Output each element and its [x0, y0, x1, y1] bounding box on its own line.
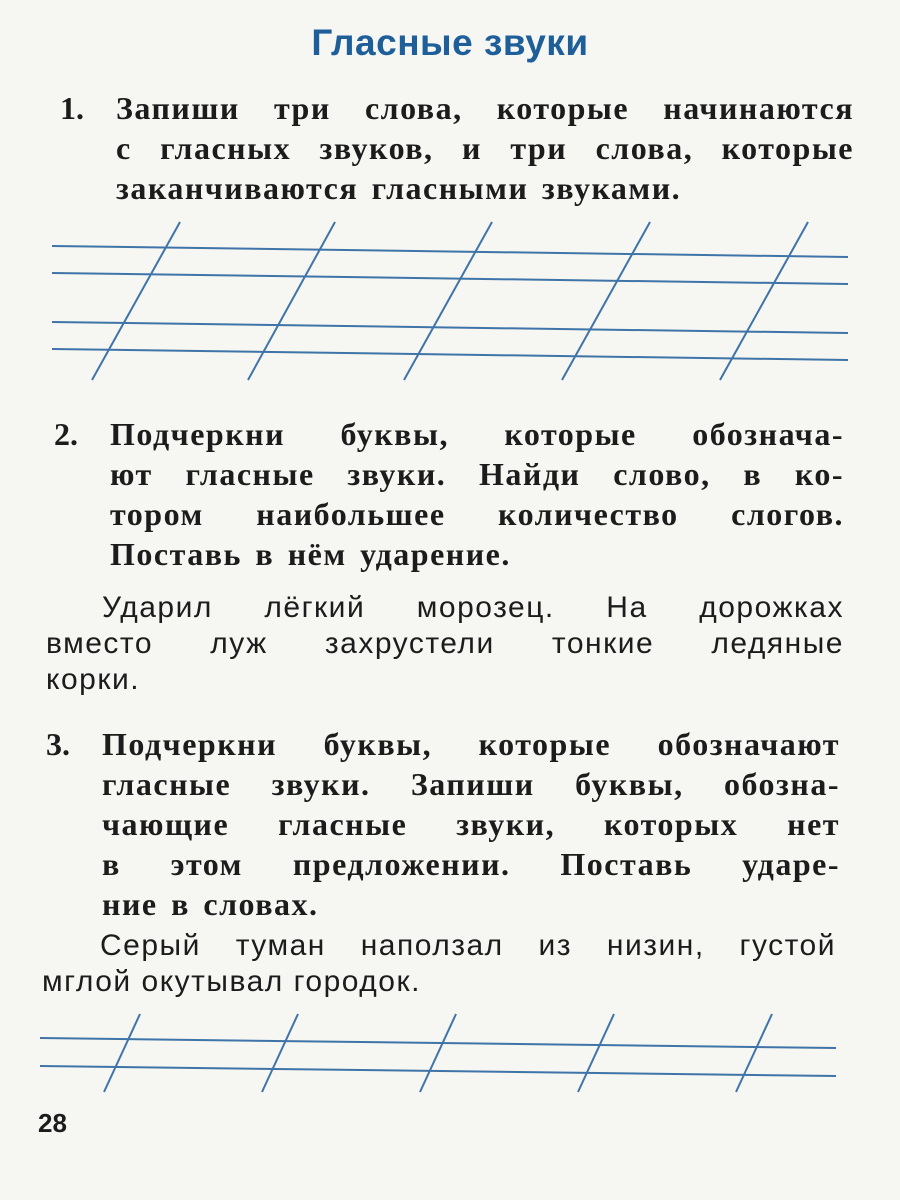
task-1	[60, 88, 854, 208]
slant-line	[248, 222, 335, 380]
slant-line	[420, 1014, 456, 1092]
passage-line: корки.	[46, 663, 141, 696]
writing-line	[52, 273, 848, 284]
writing-line	[52, 246, 848, 257]
task-number: 3.	[46, 726, 70, 762]
task-1-line: Запиши три слова, которые начинаются	[116, 90, 854, 126]
slant-line	[562, 222, 650, 380]
slant-line	[720, 222, 808, 380]
task-2-line: Поставь в нём ударение.	[110, 536, 511, 572]
writing-line	[52, 349, 848, 360]
task-2-line: ют гласные звуки. Найди слово, в ко-	[110, 456, 844, 492]
slant-line	[262, 1014, 298, 1092]
task-2	[54, 414, 844, 574]
slant-line	[736, 1014, 772, 1092]
task-3-line: чающие гласные звуки, которых нет	[102, 806, 840, 842]
writing-line	[40, 1038, 836, 1048]
task-1-line: заканчиваются гласными звуками.	[116, 170, 682, 206]
slant-line	[404, 222, 492, 380]
task-3-line: гласные звуки. Запиши буквы, обозна-	[102, 766, 840, 802]
task-2-line: Подчеркни буквы, которые обознача-	[110, 416, 844, 452]
task-number: 2.	[54, 416, 78, 452]
slant-line	[104, 1014, 140, 1092]
writing-line	[40, 1066, 836, 1076]
task-3-passage	[42, 928, 836, 1000]
task-3	[46, 724, 840, 924]
writing-line	[52, 322, 848, 333]
page-number: 28	[38, 1108, 67, 1138]
task-1-line: с гласных звуков, и три слова, которые	[116, 130, 854, 166]
task-3-line: ние в словах.	[102, 886, 319, 922]
task-2-passage	[46, 590, 844, 698]
slant-line	[578, 1014, 614, 1092]
task-number: 1.	[60, 90, 84, 126]
passage-line: Ударил лёгкий морозец. На дорожках	[102, 591, 844, 624]
slant-line	[92, 222, 180, 380]
page-title: Гласные звуки	[311, 22, 589, 63]
task-2-line: тором наибольшее количество слогов.	[110, 496, 844, 532]
task-3-line: в этом предложении. Поставь ударе-	[102, 846, 840, 882]
passage-line: вместо луж захрустели тонкие ледяные	[46, 627, 844, 660]
passage-line: Серый туман наползал из низин, густой	[100, 929, 836, 962]
passage-line: мглой окутывал городок.	[42, 965, 421, 998]
task-3-line: Подчеркни буквы, которые обозначают	[102, 726, 840, 762]
